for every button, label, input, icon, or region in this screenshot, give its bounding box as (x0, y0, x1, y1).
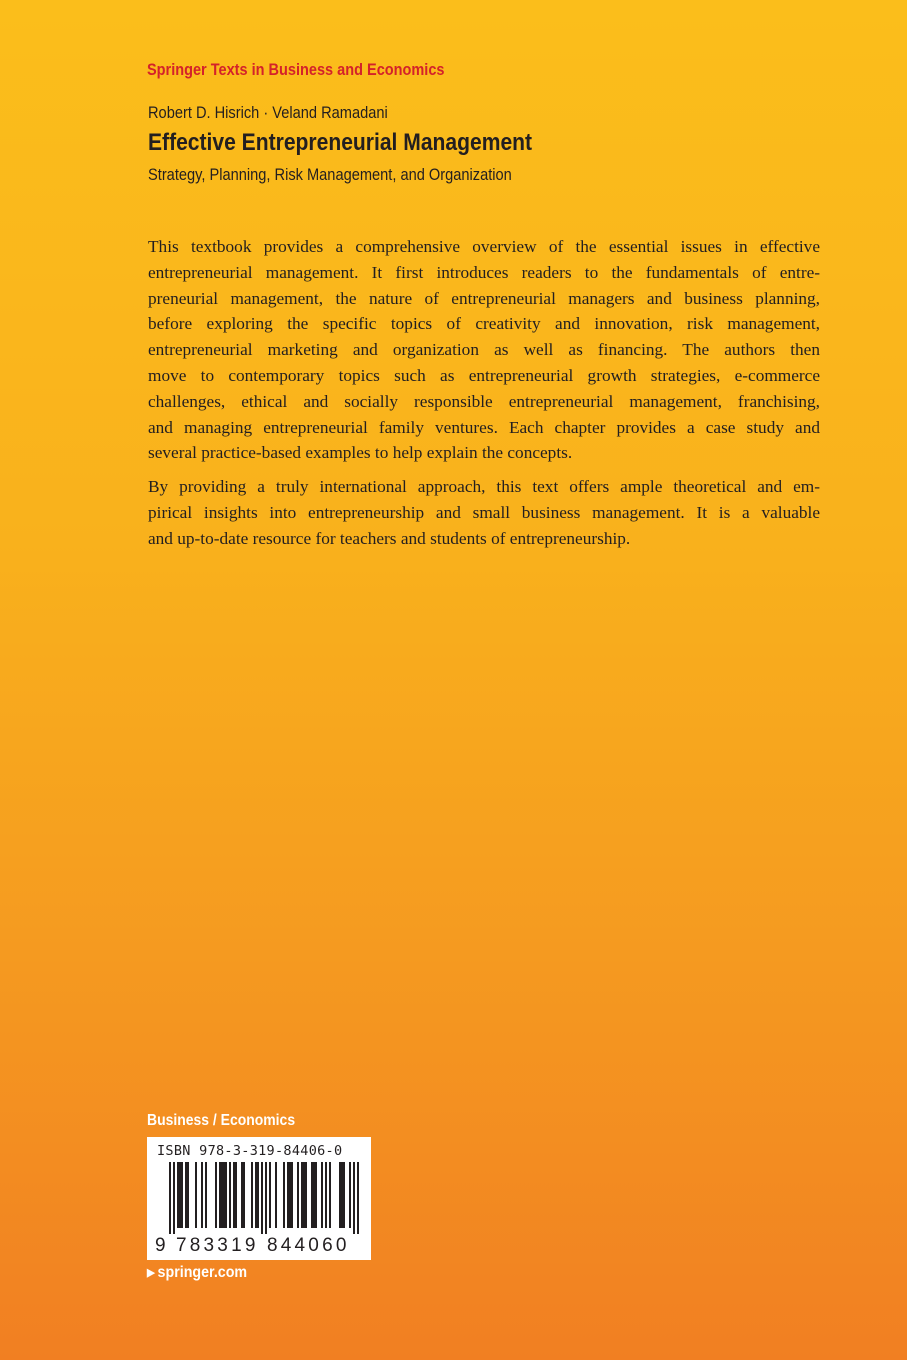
barcode-bar (225, 1162, 227, 1228)
springer-link[interactable] (147, 1264, 247, 1282)
book-authors: Robert D. Hisrich · Veland Ramadani (148, 103, 388, 122)
text-line: This textbook provides a comprehensive overview of the essential issues in effective (148, 237, 820, 256)
barcode-bar (229, 1162, 231, 1228)
barcode-bar (265, 1162, 267, 1234)
barcode-bar (181, 1162, 183, 1228)
barcode-bar (235, 1162, 237, 1228)
barcode-bar (353, 1162, 355, 1234)
barcode-bar (233, 1162, 235, 1228)
text-line: By providing a truly international approach, this text offers ample theoretical and em- (148, 477, 820, 497)
isbn-barcode (147, 1137, 371, 1260)
book-subtitle: Strategy, Planning, Risk Management, and Organization (148, 165, 512, 184)
barcode-digits-left: 783319 (176, 1235, 259, 1256)
barcode-bar (177, 1162, 179, 1228)
text-line: preneurial management, the nature of entrepreneurial managers and business planning, (148, 288, 820, 308)
barcode-bar (241, 1162, 243, 1228)
barcode-bar (289, 1162, 291, 1228)
barcode-bar (283, 1162, 285, 1228)
barcode-digit-lead: 9 (155, 1235, 166, 1256)
barcode-bar (343, 1162, 345, 1228)
text-line: pirical insights into entrepreneurship and small business management. It is a valuable (148, 502, 820, 522)
barcode-bar (269, 1162, 271, 1228)
barcode-bar (305, 1162, 307, 1228)
series-title: Springer Texts in Business and Economics (147, 61, 445, 79)
barcode-bar (287, 1162, 289, 1228)
barcode-bar (257, 1162, 259, 1228)
book-description (148, 234, 820, 552)
book-title: Effective Entrepreneurial Management (148, 129, 533, 156)
barcode-bar (321, 1162, 323, 1228)
barcode-bar (297, 1162, 299, 1228)
barcode-bar (339, 1162, 341, 1228)
text-line: several practice-based examples to help explain the concepts. (148, 443, 573, 463)
text-line: before exploring the specific topics of creativity and innovation, risk management, (148, 314, 820, 334)
barcode-bar (173, 1162, 175, 1234)
barcode-bar (205, 1162, 207, 1228)
paragraph-1 (148, 234, 820, 466)
barcode-bar (187, 1162, 189, 1228)
barcode-bar (357, 1162, 359, 1234)
barcode-bar (291, 1162, 293, 1228)
barcode-bar (329, 1162, 331, 1228)
barcode-bar (179, 1162, 181, 1228)
barcode-bar (219, 1162, 221, 1228)
barcode-bar (185, 1162, 187, 1228)
barcode-bar (251, 1162, 253, 1228)
barcode-bar (275, 1162, 277, 1228)
barcode-bar (303, 1162, 305, 1228)
barcode-bar (325, 1162, 327, 1228)
paragraph-2 (148, 474, 820, 551)
arrow-right-icon: ▶ (147, 1267, 155, 1279)
text-line: entrepreneurial management. It first introduces readers to the fundamentals of entre- (148, 262, 820, 282)
barcode-bar (195, 1162, 197, 1228)
springer-link-text: springer.com (157, 1264, 248, 1281)
barcode-bar (255, 1162, 257, 1228)
barcode-bar (261, 1162, 263, 1234)
barcode-bar (349, 1162, 351, 1228)
text-line: move to contemporary topics such as entrepreneurial growth strategies, e-commerce (148, 365, 820, 385)
isbn-label: ISBN 978-3-319-84406-0 (157, 1143, 343, 1159)
barcode-bar (313, 1162, 315, 1228)
barcode-digits-right: 844060 (267, 1235, 350, 1256)
barcode-bar (215, 1162, 217, 1228)
text-line: challenges, ethical and socially responsible entrepreneurial management, franchising, (148, 391, 820, 411)
barcode-bar (223, 1162, 225, 1228)
barcode-bar (341, 1162, 343, 1228)
subject-category: Business / Economics (147, 1112, 296, 1129)
text-line: and up-to-date resource for teachers and students of entrepreneurship. (148, 528, 631, 548)
barcode-bar (243, 1162, 245, 1228)
barcode-bar (301, 1162, 303, 1228)
text-line: and managing entrepreneurial family ventures. Each chapter provides a case study and (148, 417, 820, 437)
barcode-bar (169, 1162, 171, 1234)
barcode-bar (311, 1162, 313, 1228)
text-line: entrepreneurial marketing and organization as well as financing. The authors then (148, 340, 820, 360)
barcode-bar (201, 1162, 203, 1228)
barcode-bars (155, 1162, 361, 1234)
barcode-bar (221, 1162, 223, 1228)
barcode-bar (315, 1162, 317, 1228)
